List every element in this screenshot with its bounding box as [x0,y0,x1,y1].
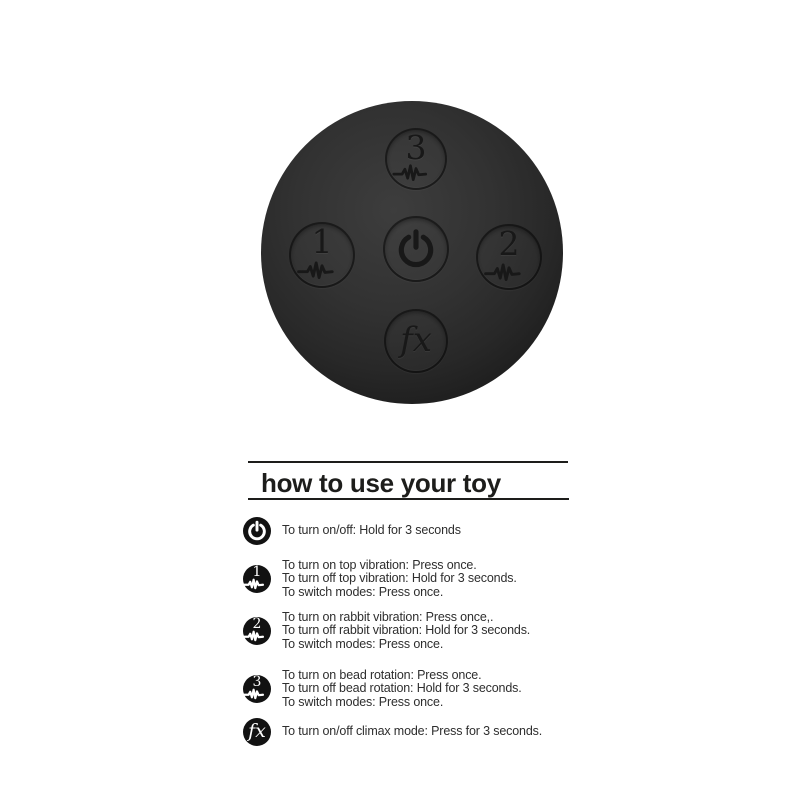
instruction-text: To turn on rabbit vibration: Press once,. To turn off rabbit vibration: Hold for 3 seconds. To switch modes: Press once. [282,609,531,651]
fx-icon [243,718,271,746]
pad-fx-button[interactable] [384,309,448,373]
power-icon [243,517,271,545]
instruction-row-button-1 [243,558,517,600]
button-3-icon [243,675,271,703]
fx-label: fx [248,719,266,742]
instruction-text: To turn on top vibration: Press once. To turn off top vibration: Hold for 3 seconds. To switch modes: Press once. [282,557,517,599]
heading-rule-top [248,461,568,463]
waveform-icon [242,578,272,589]
pad-button-1-label: 1 [311,222,333,261]
section-heading: how to use your toy [261,468,501,498]
button-1-icon [243,565,271,593]
pad-button-2[interactable] [476,224,542,290]
instruction-text: To turn on/off: Hold for 3 seconds [282,522,461,537]
waveform-icon [480,262,538,281]
control-pad [261,101,563,404]
button-1-number: 1 [252,564,262,580]
pad-power-button[interactable] [383,216,449,282]
pad-button-1[interactable] [289,222,355,288]
waveform-icon [391,163,441,181]
waveform-icon [242,688,272,699]
instruction-text: To turn on bead rotation: Press once. To turn off bead rotation: Hold for 3 seconds. To switch modes: Press once. [282,667,522,709]
pad-button-2-label: 2 [498,224,520,263]
pad-fx-label: fx [400,320,432,360]
button-2-icon [243,617,271,645]
button-2-number: 2 [252,616,262,632]
power-glyph [246,520,268,542]
pad-button-3-label: 3 [405,128,427,167]
power-icon [394,227,438,271]
button-3-number: 3 [252,674,262,690]
waveform-icon [295,260,349,279]
instruction-row-button-2 [243,610,530,652]
instruction-row-power [243,516,461,545]
heading-rule-bottom [248,498,569,500]
instruction-text: To turn on/off climax mode: Press for 3 seconds. [282,723,543,738]
pad-button-3[interactable] [385,128,447,190]
instruction-row-fx [243,717,542,746]
waveform-icon [242,630,272,641]
instruction-row-button-3 [243,668,522,710]
